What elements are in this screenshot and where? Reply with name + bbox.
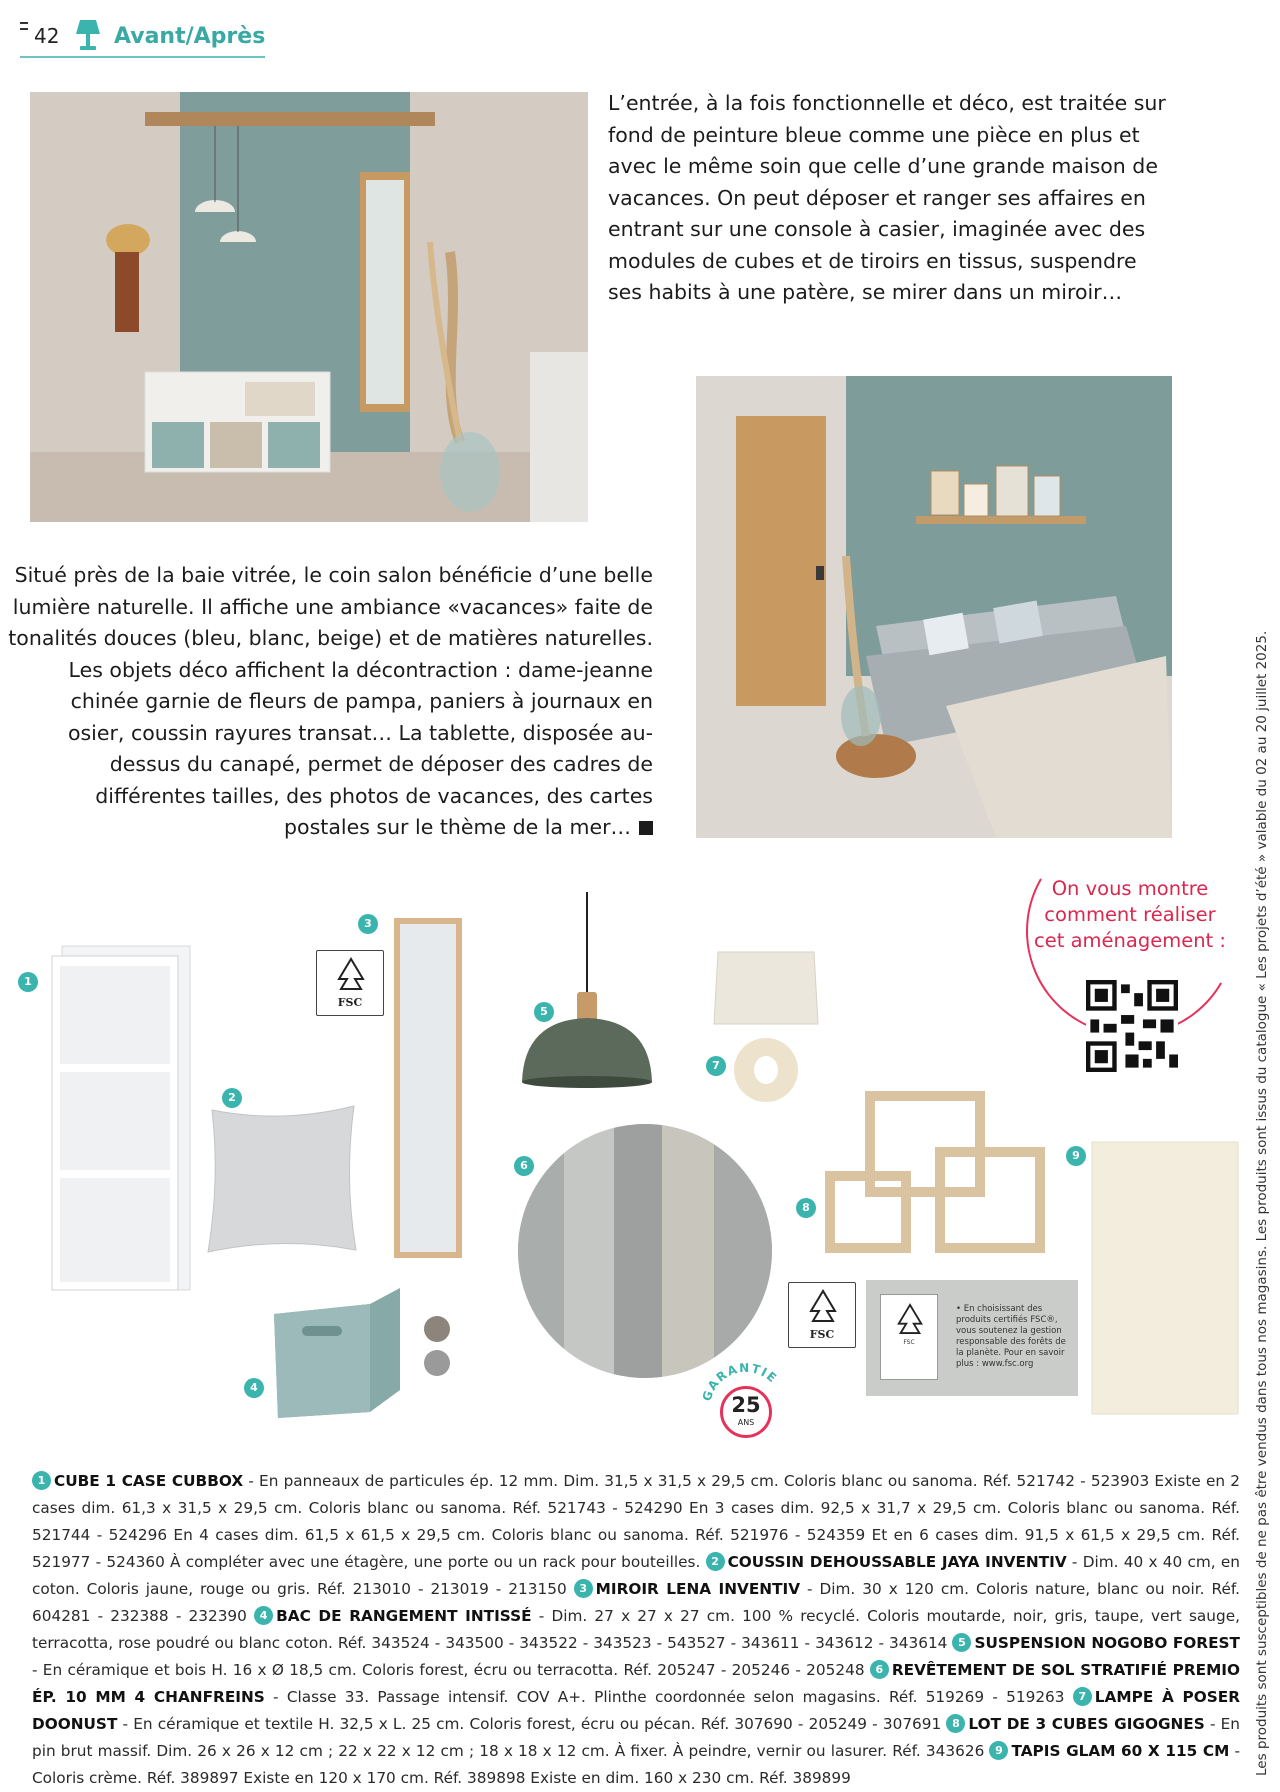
product-badge: 4 (254, 1606, 273, 1625)
laminate-floor-sample (518, 1124, 772, 1378)
swatch-grey (424, 1350, 450, 1376)
cubbox-shelf-illustration (50, 946, 190, 1290)
badge-6: 6 (514, 1156, 534, 1176)
menu-mark-icon (20, 22, 28, 30)
fsc-logo-text: FSC (337, 996, 363, 1009)
product-desc: - En panneaux de particules ép. 12 mm. Dim. 31,5 x 31,5 x 29,5 cm. Coloris blanc ou sanoma. Réf. 521742 - 523903 Existe en 2 cases dim. 61,3 x 31,5 x 29,5 cm. Coloris blanc ou sanoma. Réf. 521743 - 524290 En 3 cases dim. 92,5 x 31,7 x 29,5 cm. Coloris blanc ou sanoma. Réf. 521744 - 524296 En 4 cases dim. 61,5 x 61,5 x 29,5 cm. Coloris blanc ou sanoma. Réf. 521976 - 524359 Et en 6 cases dim. 91,5 x 61,5 x 29,5 cm. Réf. 521977 - 524360 À compléter avec une étagère, une porte ou un rack pour bouteilles. (32, 1472, 1240, 1571)
nesting-cubes-illustration (826, 1096, 1042, 1258)
fsc-info-panel (866, 1280, 1078, 1396)
badge-5: 5 (534, 1002, 554, 1022)
table-lamp-illustration (710, 950, 822, 1102)
product-badge: 3 (574, 1579, 593, 1598)
qr-code-icon[interactable] (1086, 980, 1178, 1072)
entry-hall-photo (30, 92, 588, 522)
fsc-tree-icon (895, 1303, 925, 1335)
guarantee-unit: ANS (737, 1418, 755, 1427)
rug-illustration (1092, 1142, 1238, 1414)
guarantee-seal (700, 1356, 792, 1452)
living-paragraph-text: Situé près de la baie vitrée, le coin salon bénéficie d’une belle lumière naturelle. Il affiche une ambiance «vacances» faite de tonalités douces (bleu, blanc, beige) et de matières naturelles. Les objets déco affichent la décontraction : dame-jeanne chinée garnie de fleurs de pampa, paniers à journaux en osier, coussin rayures transat… La tablette, disposée au-dessus du canapé, permet de déposer des cadres de différentes tailles, des photos de vacances, des cartes postales sur le thème de la mer… (8, 563, 653, 839)
product-desc: - Dim. 30 x 120 cm. Coloris nature, blanc ou noir. Réf. 604281 - 232388 - 232390 (32, 1580, 1240, 1625)
fsc-panel-logo (880, 1294, 938, 1380)
fsc-logo-floor (788, 1282, 856, 1348)
product-badge: 6 (870, 1660, 889, 1679)
fsc-tree-icon (807, 1289, 839, 1323)
intro-paragraph: L’entrée, à la fois fonctionnelle et déco, est traitée sur fond de peinture bleue comme une pièce en plus et avec le même soin que celle d’une grande maison de vacances. On peut déposer et ranger ses affaires en entrant sur une console à casier, imaginée avec des modules de cubes et de tiroirs en tissus, suspendre ses habits à une patère, se mirer dans un miroir… (608, 91, 1166, 304)
guarantee-circle (720, 1386, 772, 1438)
fsc-panel-logo-text: FSC (903, 1339, 915, 1346)
product-name: CUBE 1 CASE CUBBOX (54, 1472, 244, 1490)
mirror-illustration (394, 918, 462, 1258)
fsc-logo-mirror (316, 950, 384, 1016)
living-paragraph (8, 560, 653, 844)
badge-7: 7 (706, 1056, 726, 1076)
end-mark-icon (639, 821, 653, 835)
guarantee-years: 25 (731, 1393, 761, 1417)
entry-hall-illustration (30, 92, 588, 522)
product-badge: 8 (946, 1714, 965, 1733)
product-name: SUSPENSION NOGOBO FOREST (974, 1634, 1240, 1652)
product-desc: - En céramique et textile H. 32,5 x L. 25 cm. Coloris forest, écru ou pécan. Réf. 307690 - 205249 - 307691 (117, 1715, 947, 1733)
page-number: 42 (34, 24, 60, 48)
guarantee-arc-text: GARANTIE (700, 1360, 781, 1403)
product-desc: - Dim. 40 x 40 cm, en coton. Coloris jaune, rouge ou gris. Réf. 213010 - 213019 - 213150 (32, 1553, 1240, 1598)
product-name: LAMPE À POSER DOONUST (32, 1688, 1241, 1733)
product-desc: - Coloris crème. Réf. 389897 Existe en 120 x 170 cm. Réf. 389898 Existe en dim. 160 x 230 cm. Réf. 389899 (32, 1742, 1240, 1787)
badge-9: 9 (1066, 1146, 1086, 1166)
qr-label: On vous montre comment réaliser cet aménagement : (1034, 877, 1226, 952)
fsc-tree-icon (335, 957, 367, 991)
section-title: Avant/Après (114, 24, 266, 49)
badge-2: 2 (222, 1088, 242, 1108)
product-badge: 5 (952, 1633, 971, 1652)
fsc-logo-text: FSC (809, 1328, 835, 1341)
product-desc: - Dim. 27 x 27 x 27 cm. 100 % recyclé. Coloris moutarde, noir, gris, taupe, vert sauge, terracotta, rose poudré ou blanc coton. Réf. 343524 - 343500 - 343522 - 343523 - 543527 - 343611 - 343612 - 343614 (32, 1607, 1240, 1652)
lamp-icon (72, 18, 104, 52)
storage-bin-illustration (274, 1286, 400, 1418)
product-name: REVÊTEMENT DE SOL STRATIFIÉ PREMIO ÉP. 10 MM 4 CHANFREINS (32, 1661, 1240, 1706)
pendant-lamp-illustration (520, 892, 654, 1102)
product-desc: - Classe 33. Passage intensif. COV A+. Plinthe coordonnée selon magasins. Réf. 519269 - 519263 (264, 1688, 1073, 1706)
product-badge: 7 (1073, 1687, 1092, 1706)
badge-4: 4 (244, 1378, 264, 1398)
badge-8: 8 (796, 1198, 816, 1218)
product-name: MIROIR LENA INVENTIV (595, 1580, 801, 1598)
product-desc: - En pin brut massif. Dim. 26 x 26 x 12 cm ; 22 x 22 x 12 cm ; 18 x 18 x 12 cm. À fixer. À peindre, vernir ou lasurer. Réf. 343626 (32, 1715, 1240, 1760)
living-room-illustration (696, 376, 1172, 838)
product-desc: - En céramique et bois H. 16 x Ø 18,5 cm. Coloris forest, écru ou terracotta. Réf. 205247 - 205246 - 205248 (32, 1661, 870, 1679)
product-badge: 9 (989, 1741, 1008, 1760)
fsc-panel-text: • En choisissant des produits certifiés FSC®, vous soutenez la gestion responsable des forêts de la planète. Pour en savoir plus : www.fsc.org (956, 1304, 1066, 1369)
product-badge: 1 (32, 1471, 51, 1490)
product-descriptions (32, 1468, 1240, 1792)
legal-side-note: Les produits sont susceptibles de ne pas être vendus dans tous nos magasins. Les produits sont issus du catalogue « Les projets d’été » valable du 02 au 20 juillet 2025. (1254, 630, 1270, 1776)
product-name: TAPIS GLAM 60 X 115 CM (1011, 1742, 1230, 1760)
badge-3: 3 (358, 914, 378, 934)
product-name: BAC DE RANGEMENT INTISSÉ (276, 1607, 532, 1625)
badge-1: 1 (18, 972, 38, 992)
product-name: COUSSIN DEHOUSSABLE JAYA INVENTIV (727, 1553, 1067, 1571)
product-badge: 2 (706, 1552, 725, 1571)
cushion-illustration (204, 1104, 360, 1254)
living-room-photo (696, 376, 1172, 838)
page-header (20, 18, 265, 58)
product-name: LOT DE 3 CUBES GIGOGNES (968, 1715, 1205, 1733)
swatch-taupe (424, 1316, 450, 1342)
